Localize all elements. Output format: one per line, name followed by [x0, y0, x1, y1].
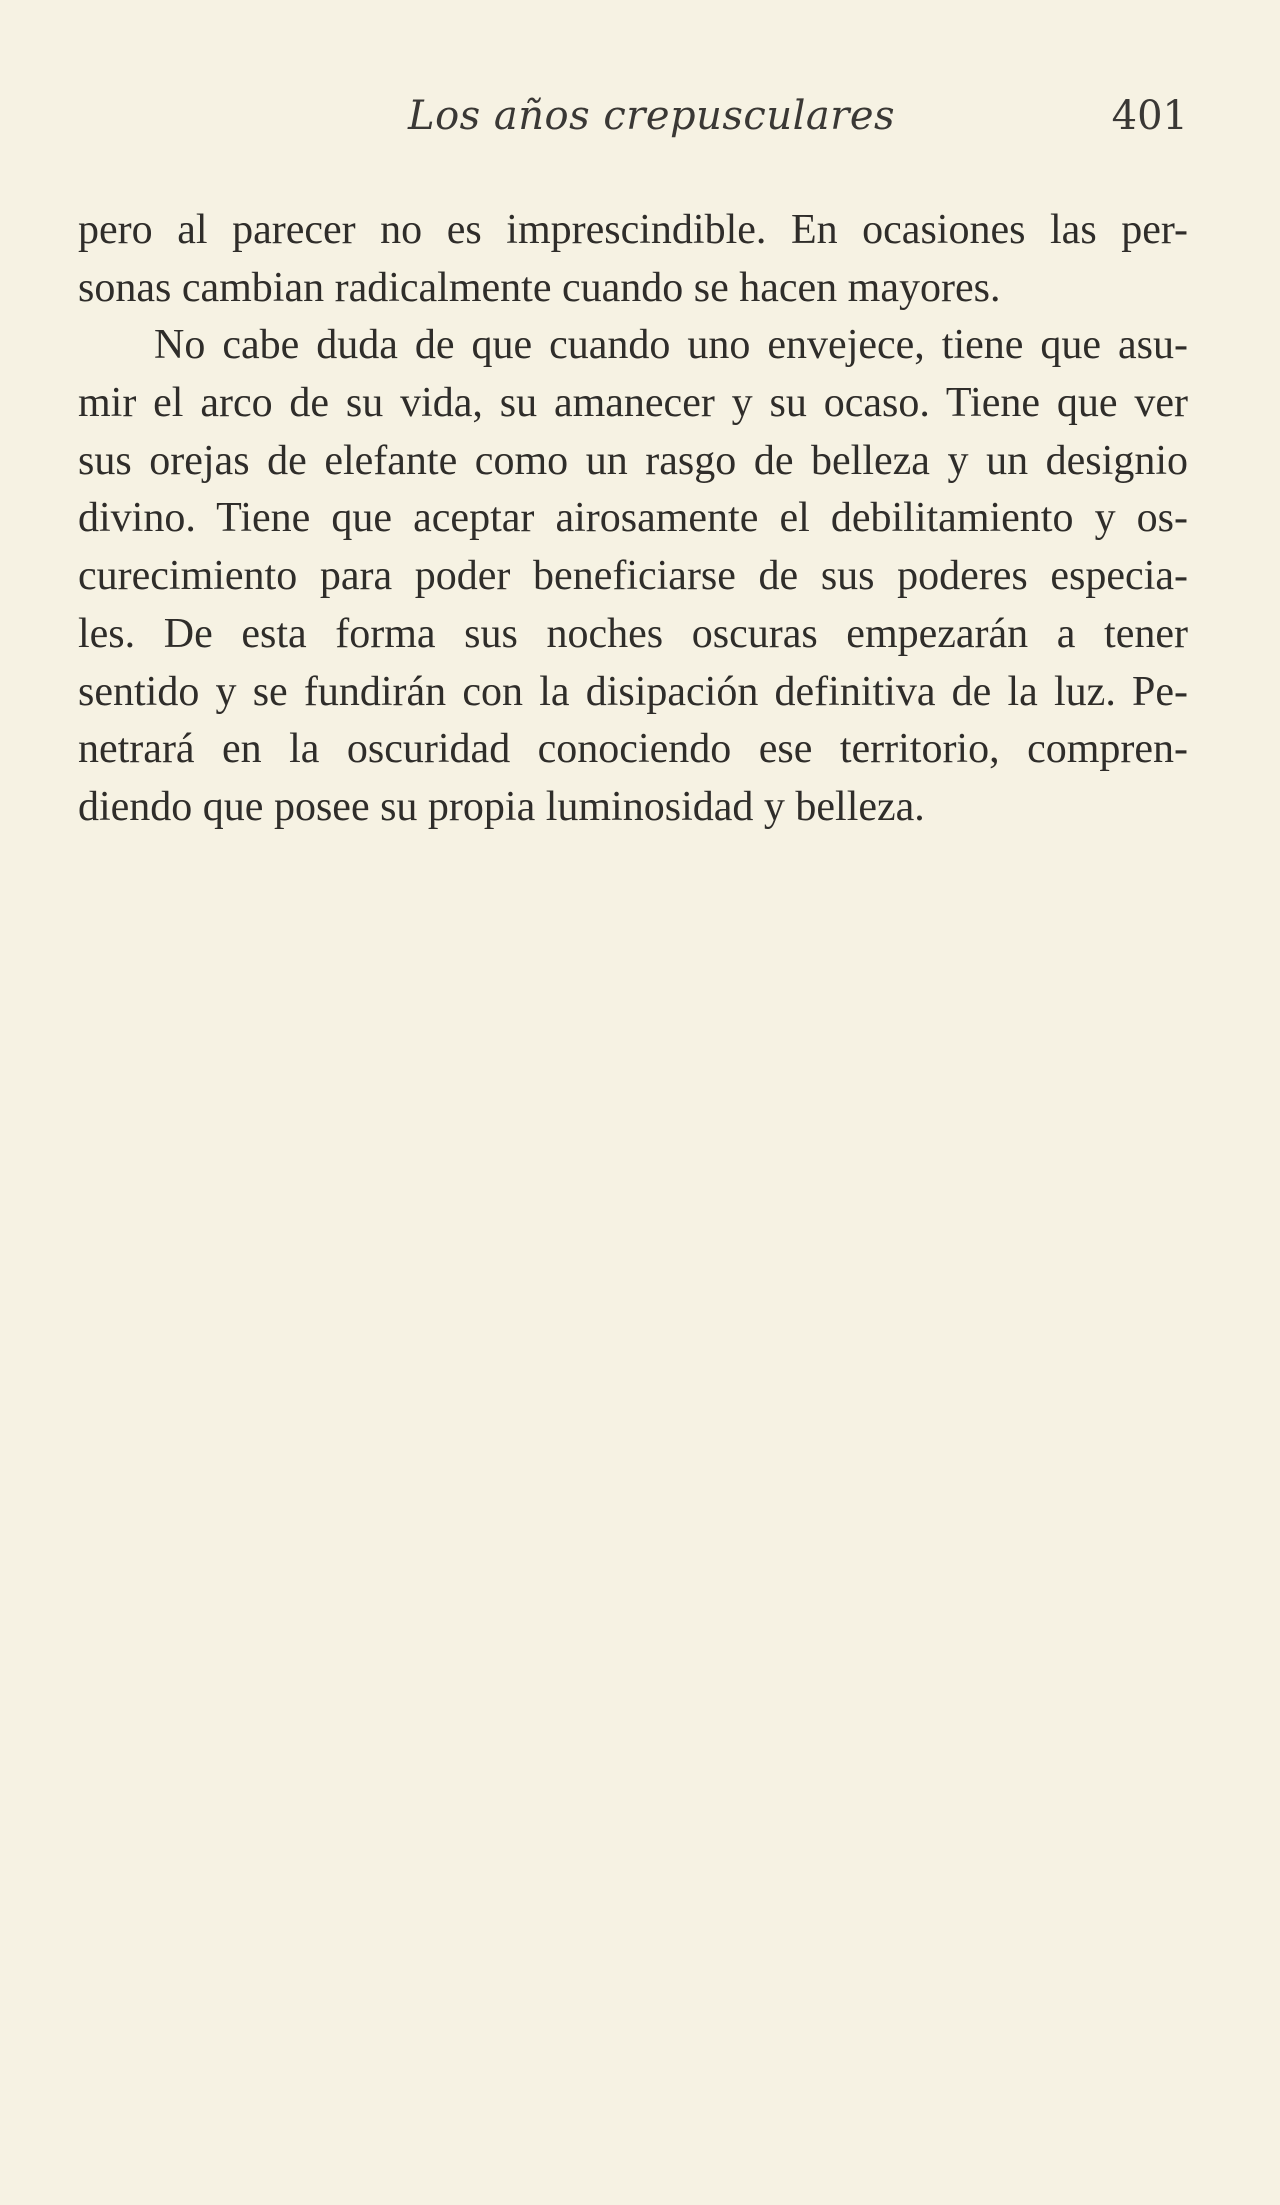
text-line: pero al parecer no es imprescindible. En ocasiones las per-	[78, 207, 1188, 253]
text-line: sentido y se fundirán con la disipación definitiva de la luz. Pe-	[78, 668, 1188, 715]
page-number: 401	[1111, 93, 1188, 139]
text-line: diendo que posee su propia luminosidad y belleza.	[78, 783, 925, 830]
running-title: Los años crepusculares	[408, 93, 896, 139]
text-line: sonas cambian radicalmente cuando se hacen mayores.	[78, 264, 1001, 311]
text-line: sus orejas de elefante como un rasgo de belleza y un designio	[78, 437, 1188, 484]
book-page	[78, 0, 1188, 2205]
text-line: netrará en la oscuridad conociendo ese territorio, compren-	[78, 726, 1188, 773]
body-text	[78, 202, 1188, 837]
text-line: curecimiento para poder beneficiarse de sus poderes especia-	[78, 553, 1188, 600]
text-line: mir el arco de su vida, su amanecer y su ocaso. Tiene que ver	[78, 380, 1188, 427]
running-head	[78, 86, 1188, 146]
text-line: No cabe duda de que cuando uno envejece, tiene que asu-	[154, 322, 1188, 369]
text-line: divino. Tiene que aceptar airosamente el debilitamiento y os-	[78, 495, 1188, 542]
text-line: les. De esta forma sus noches oscuras empezarán a tener	[78, 610, 1188, 657]
